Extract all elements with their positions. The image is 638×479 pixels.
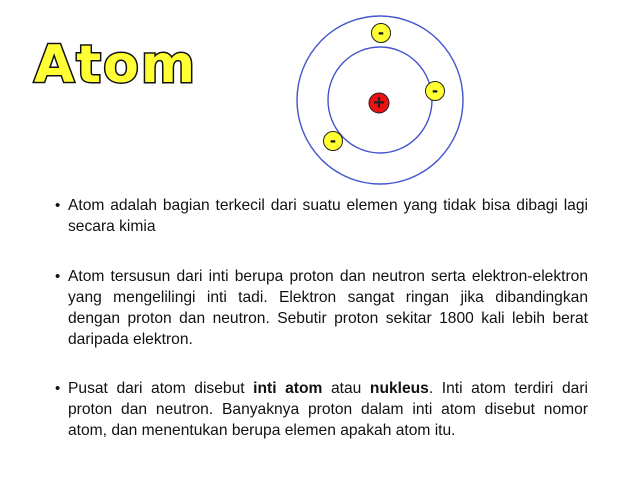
- bullet-item: [55, 195, 588, 237]
- bullet-text-part: . Inti atom terdiri dari proton dan neutron. Banyaknya proton dalam inti atom disebut nomor atom, dan menentukan berupa elemen apakah atom itu.: [68, 380, 588, 439]
- atom-diagram: [295, 14, 465, 186]
- electron-icon: [372, 22, 391, 43]
- bullet-item: [55, 266, 588, 350]
- bullet-text: Atom tersusun dari inti berupa proton dan neutron serta elektron-elektron yang mengelilingi inti tadi. Elektron sangat ringan jika dibandingkan dengan proton dan neutron. Sebutir proton sekitar 1800 kali lebih berat daripada elektron.: [68, 268, 588, 348]
- page-title: [30, 35, 198, 96]
- bullet-item: [55, 378, 588, 441]
- bullet-marker: •: [55, 197, 61, 214]
- electron-sign: -: [432, 80, 438, 100]
- electron-icon: [426, 80, 445, 101]
- electron-sign: -: [378, 22, 384, 42]
- title-text: Atom: [34, 35, 198, 95]
- title-graphic: [30, 35, 198, 96]
- bullet-text: Atom adalah bagian terkecil dari suatu elemen yang tidak bisa dibagi lagi secara kimia: [68, 197, 588, 235]
- bullet-marker: •: [55, 380, 61, 397]
- nucleus-icon: [369, 92, 389, 114]
- bullet-text-part: atau: [322, 380, 370, 397]
- bullet-text-part: Pusat dari atom disebut: [68, 380, 254, 397]
- bullet-text: [68, 378, 588, 441]
- atom-diagram-svg: [295, 14, 465, 186]
- nucleus-sign: +: [373, 92, 385, 114]
- bullet-marker: •: [55, 268, 61, 285]
- term-nukleus: nukleus: [369, 380, 429, 397]
- term-inti-atom: inti atom: [253, 380, 323, 397]
- electron-sign: -: [330, 130, 336, 150]
